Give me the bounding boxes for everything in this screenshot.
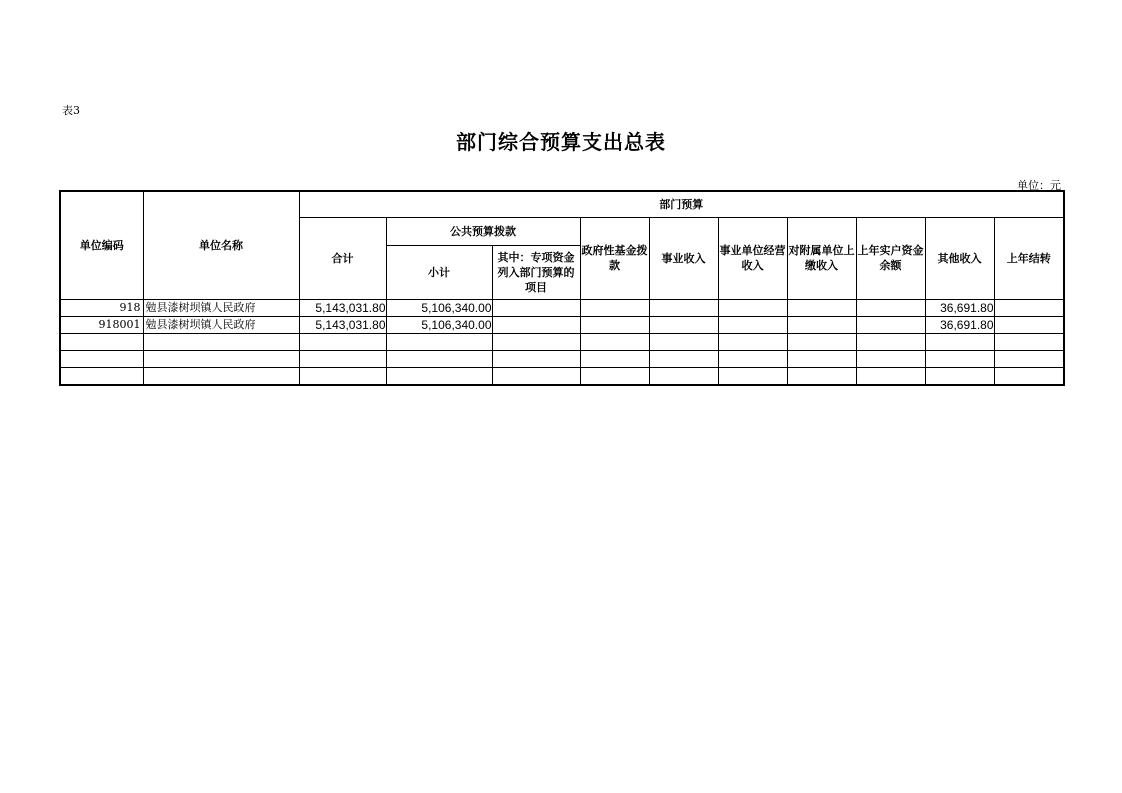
header-unit-name: 单位名称	[143, 191, 299, 299]
cell-gov-fund	[580, 316, 649, 333]
cell-affiliated-income	[787, 316, 856, 333]
cell-unit-code: 918001	[60, 316, 143, 333]
cell-prev-balance	[856, 299, 925, 316]
cell-unit-name	[143, 367, 299, 385]
cell-affiliated-income	[787, 333, 856, 350]
header-affiliated-income: 对附属单位上缴收入	[787, 217, 856, 299]
cell-subtotal	[386, 350, 492, 367]
cell-total	[299, 367, 386, 385]
cell-other-income	[925, 350, 994, 367]
cell-business-income	[649, 367, 718, 385]
budget-table	[59, 190, 1065, 386]
page-title: 部门综合预算支出总表	[456, 130, 666, 154]
cell-subtotal: 5,106,340.00	[386, 299, 492, 316]
cell-unit-name: 勉县漆树坝镇人民政府	[143, 316, 299, 333]
cell-subtotal	[386, 367, 492, 385]
cell-total	[299, 333, 386, 350]
cell-special-funds	[492, 299, 580, 316]
cell-prev-carryover	[994, 333, 1064, 350]
header-prev-carryover: 上年结转	[994, 217, 1064, 299]
cell-other-income	[925, 367, 994, 385]
cell-gov-fund	[580, 367, 649, 385]
cell-subtotal	[386, 333, 492, 350]
cell-affiliated-income	[787, 367, 856, 385]
table-row	[60, 350, 1064, 367]
cell-affiliated-income	[787, 350, 856, 367]
table-row	[60, 316, 1064, 333]
cell-unit-name: 勉县漆树坝镇人民政府	[143, 299, 299, 316]
header-other-income: 其他收入	[925, 217, 994, 299]
cell-prev-carryover	[994, 316, 1064, 333]
cell-unit-code	[60, 333, 143, 350]
cell-prev-carryover	[994, 350, 1064, 367]
header-prev-balance: 上年实户资金余额	[856, 217, 925, 299]
header-special-funds: 其中：专项资金列入部门预算的项目	[492, 245, 580, 299]
header-unit-code: 单位编码	[60, 191, 143, 299]
cell-unit-code	[60, 350, 143, 367]
cell-business-op-income	[718, 299, 787, 316]
cell-total	[299, 350, 386, 367]
cell-special-funds	[492, 316, 580, 333]
cell-total: 5,143,031.80	[299, 316, 386, 333]
cell-prev-balance	[856, 333, 925, 350]
cell-unit-name	[143, 350, 299, 367]
cell-other-income: 36,691.80	[925, 299, 994, 316]
header-business-op-income: 事业单位经营收入	[718, 217, 787, 299]
cell-prev-balance	[856, 350, 925, 367]
cell-business-income	[649, 350, 718, 367]
cell-other-income: 36,691.80	[925, 316, 994, 333]
cell-business-income	[649, 299, 718, 316]
unit-label: 单位：元	[1017, 179, 1061, 192]
header-dept-budget: 部门预算	[299, 191, 1064, 217]
cell-unit-code	[60, 367, 143, 385]
cell-prev-balance	[856, 367, 925, 385]
cell-business-op-income	[718, 350, 787, 367]
cell-prev-balance	[856, 316, 925, 333]
table-number: 表3	[62, 104, 80, 117]
cell-unit-name	[143, 333, 299, 350]
cell-prev-carryover	[994, 367, 1064, 385]
table-row	[60, 367, 1064, 385]
table-row	[60, 299, 1064, 316]
cell-business-op-income	[718, 316, 787, 333]
cell-subtotal: 5,106,340.00	[386, 316, 492, 333]
cell-business-income	[649, 316, 718, 333]
cell-business-income	[649, 333, 718, 350]
header-subtotal: 小计	[386, 245, 492, 299]
cell-special-funds	[492, 367, 580, 385]
cell-gov-fund	[580, 299, 649, 316]
table-row	[60, 333, 1064, 350]
header-total: 合计	[299, 217, 386, 299]
header-business-income: 事业收入	[649, 217, 718, 299]
cell-affiliated-income	[787, 299, 856, 316]
cell-special-funds	[492, 333, 580, 350]
header-public-budget: 公共预算拨款	[386, 217, 580, 245]
cell-business-op-income	[718, 367, 787, 385]
cell-other-income	[925, 333, 994, 350]
header-gov-fund: 政府性基金拨款	[580, 217, 649, 299]
cell-business-op-income	[718, 333, 787, 350]
cell-total: 5,143,031.80	[299, 299, 386, 316]
cell-special-funds	[492, 350, 580, 367]
cell-unit-code: 918	[60, 299, 143, 316]
cell-gov-fund	[580, 350, 649, 367]
cell-prev-carryover	[994, 299, 1064, 316]
cell-gov-fund	[580, 333, 649, 350]
